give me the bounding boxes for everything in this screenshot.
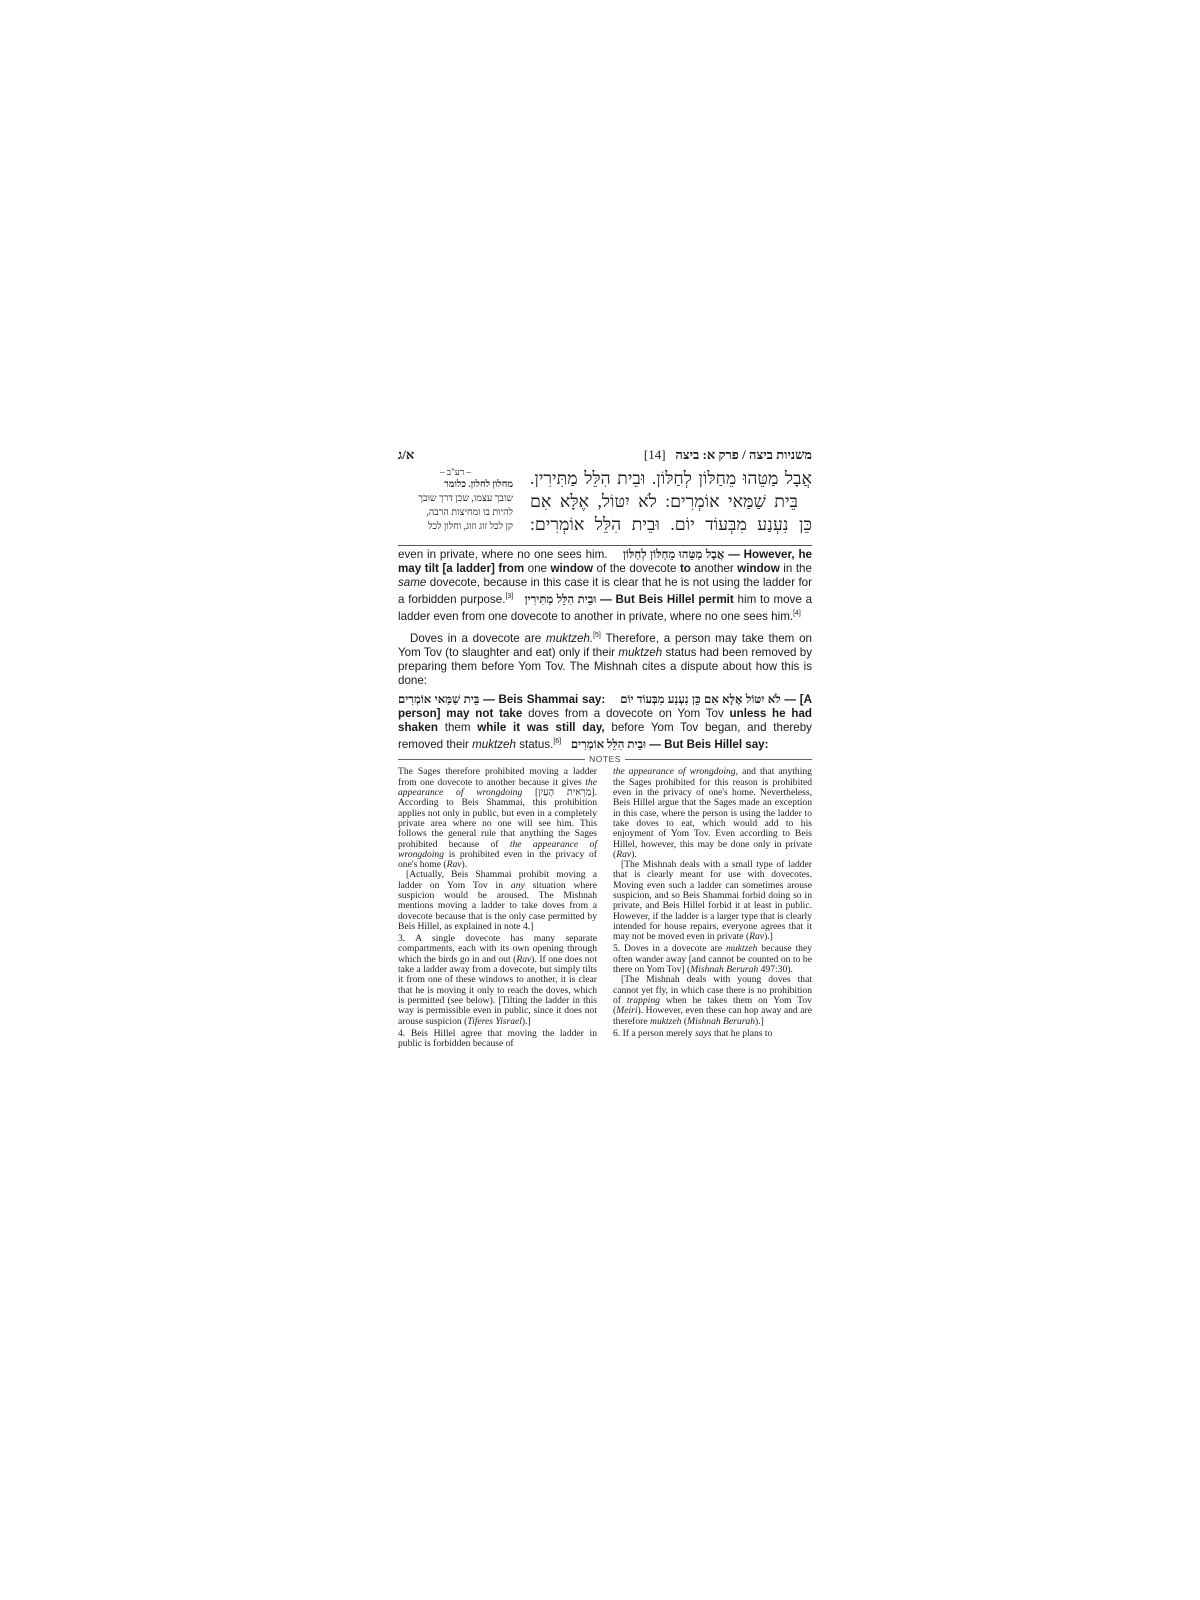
divider-line: [625, 759, 812, 760]
italic-run: muktzeh: [472, 737, 516, 751]
italic-run: Mishnah Berurah: [690, 964, 759, 976]
italic-run: the appearance of wrongdoing: [398, 776, 597, 799]
note-4: [398, 1029, 597, 1050]
text-run: 4. Beis Hillel agree that moving the ladder in public is forbidden because of: [398, 1027, 597, 1050]
text-run: ).: [461, 859, 468, 871]
rav-line: להיות בו ומחיצות הרבה,: [426, 508, 513, 518]
text-run: [The Mishnah deals with a small type of ladder that is clearly meant for use with dovecotes. Moving even such a ladder can sometimes arouse suspicion, and so Beis Shammai forbid doing so in private, and Beis Hillel forbid it at least in public. However, if the ladder is a larger type that is clearly intended for house repairs, everyone agrees that it may not be moved even in private (: [613, 859, 812, 943]
hebrew-phrase: לֹא יִטּוֹל אֶלָּא אִם כֵּן נִעְנַע מִבְּעוֹד יוֹם: [620, 692, 781, 706]
text-run: and that anything the Sages prohibited for this reason is prohibited even in the privacy of one's home. Nevertheless, Beis Hillel argue that the Sages made an exception in this case, where the person is using the ladder to take doves to eat, which would add to his enjoyment of Yom Tov. Even according to Beis Hillel, however, this may be done only in private (: [613, 766, 812, 860]
italic-run: says: [695, 1027, 712, 1039]
mishnah-line: אֲבָל מַטֵּהוּ מֵחַלּוֹן לְחַלּוֹן. וּבֵית הִלֵּל מַתִּירִין.: [530, 468, 812, 488]
text-run: when he takes them on Yom Tov (: [613, 994, 812, 1017]
bold-run: window: [550, 562, 594, 575]
text-run: before Yom Tov began, and thereby removed their: [398, 720, 812, 751]
text-run: [Actually, Beis Shammai prohibit moving a ladder on Yom Tov in: [398, 869, 597, 891]
note-paragraph: [398, 767, 597, 870]
hebrew-phrase: וּבֵית הִלֵּל אוֹמְרִים: [570, 737, 647, 751]
text-run: even in private, where no one sees him.: [398, 548, 608, 561]
hebrew-phrase: אֲבָל מַטֵּהוּ מֵחַלּוֹן לְחַלּוֹן: [623, 548, 725, 561]
text-run: [מַרְאִית הָעַיִן]. According to Beis Shammai, this prohibition applies not only in public, but even in a completely private area where no one will see him. This follows the general rule that anything the Sages prohibited because of: [398, 787, 597, 850]
italic-run: Rav: [616, 848, 632, 860]
text-run: dovecote, because in this case it is clear that he is not using the ladder for a forbidden purpose.: [398, 576, 812, 606]
text-run: situation where suspicion would be aroused. The Mishnah mentions moving a ladder to take doves from a dovecote because that is the only case permitted by Beis Hillel, as explained in note 4.]: [398, 879, 597, 932]
page-title: [644, 447, 812, 463]
page-number: [14]: [643, 447, 666, 462]
text-run: because they often wander away [and cannot be counted on to be there on Yom Tov] (: [613, 943, 813, 976]
note-3: [398, 934, 597, 1027]
text-run: in the: [783, 562, 812, 575]
italic-run: Rav: [516, 953, 532, 965]
rav-line: קן לכל זוג וזוג, וחלון לכל: [427, 522, 513, 532]
footnote-ref[interactable]: [3]: [505, 593, 514, 600]
italic-run: Rav: [446, 859, 462, 871]
note-paragraph: [613, 767, 812, 860]
text-run: Doves in a dovecote are: [410, 631, 542, 645]
hebrew-title: משניות ביצה / פרק א: ביצה: [675, 447, 812, 462]
text-run: 5. Doves in a dovecote are: [613, 943, 723, 955]
italic-run: the appearance of wrongdoing: [398, 838, 597, 860]
bold-run: unless he had shaken: [398, 706, 812, 734]
rav-title: – רע"ב –: [439, 467, 472, 477]
book-page: [398, 447, 812, 1049]
note-paragraph: [613, 975, 812, 1026]
footnote-ref[interactable]: [5]: [593, 631, 601, 639]
italic-run: any: [510, 879, 525, 891]
italic-run: muktzeh: [618, 645, 663, 659]
text-run: ).: [631, 848, 637, 860]
text-run: ).]: [764, 931, 773, 943]
text-run: them: [444, 720, 471, 734]
text-run: of the dovecote: [596, 562, 677, 575]
bold-run: while it was still day,: [477, 720, 605, 734]
bold-run: — However, he may tilt [a ladder] from: [398, 548, 812, 575]
italic-run: Rav: [749, 931, 765, 943]
italic-run: Mishnah Berurah: [687, 1015, 756, 1027]
note-paragraph: [398, 870, 597, 932]
italic-run: the appearance of wrongdoing,: [613, 766, 739, 778]
italic-run: trapping: [626, 994, 660, 1006]
text-run: him to move a ladder even from one dovecote to another in private, where no one sees him.: [398, 592, 813, 623]
hebrew-phrase: בֵּית שַׁמַּאי אוֹמְרִים: [398, 692, 480, 706]
translation-paragraph: [398, 693, 812, 752]
italic-run: Meiri: [616, 1005, 638, 1017]
text-run: ). However, even these can hop away and are therefore: [613, 1005, 812, 1027]
text-run: 3. A single dovecote has many separate compartments, each with its own opening through which the birds go in and out (: [398, 933, 597, 965]
bold-run: — But Beis Hillel say:: [649, 737, 769, 751]
mishnah-section: [398, 467, 812, 539]
italic-run: Tiferes Yisrael: [467, 1015, 522, 1027]
note-5: [613, 944, 812, 975]
note-6: [613, 1029, 812, 1039]
italic-run: muktzeh.: [546, 631, 594, 645]
notes-column-right: [613, 767, 812, 1049]
bold-run: — [A person] may not take: [398, 692, 812, 720]
text-run: [The Mishnah deals with young doves that cannot yet fly, in which case there is no prohibition of: [613, 974, 812, 1006]
text-run: ).]: [755, 1015, 764, 1027]
text-run: ). If one does not take a ladder away from a dovecote, but simply tilts it from one of these windows to another, it is clear that he is moving it only to reach the doves, which is permitted (see below). [Tilting the ladder in this way is permissible even in public, since it does not arouse suspicion (: [398, 953, 597, 1027]
text-run: The Sages therefore prohibited moving a ladder from one dovecote to another because it gives: [398, 766, 597, 788]
notes-divider: [398, 754, 812, 764]
footnote-ref[interactable]: [6]: [553, 737, 562, 745]
text-run: Therefore, a person may take them on Yom Tov (to slaughter and eat) only if their: [398, 631, 813, 659]
text-run: 6. If a person merely: [613, 1027, 693, 1039]
italic-run: muktzeh: [650, 1015, 682, 1027]
mishnah-text: [530, 467, 812, 536]
rav-line: מחלון לחלון. כלומר: [444, 480, 513, 490]
text-run: 497:30).: [760, 964, 793, 976]
divider-line: [398, 759, 585, 760]
mishnah-line: בֵּית שַׁמַּאי אוֹמְרִים: לֹא יִטּוֹל, אֶלָּא אִם: [530, 491, 798, 511]
page-header: [398, 447, 812, 465]
text-run: ).]: [521, 1015, 531, 1027]
text-run: one: [527, 562, 547, 575]
italic-run: muktzeh: [725, 943, 758, 955]
translation-paragraph: [398, 629, 812, 688]
hebrew-phrase: וּבֵית הִלֵּל מַתִּירִין: [524, 592, 597, 606]
bold-run: to: [679, 562, 691, 575]
notes-section: [398, 767, 812, 1049]
notes-column-left: [398, 767, 597, 1049]
rav-line: שובך עצמו, שכן דרך שובך: [418, 494, 513, 504]
italic-run: same: [398, 576, 427, 589]
bold-run: window: [737, 562, 780, 575]
mishnah-line: כֵּן נִעְנַע מִבְּעוֹד יוֹם. וּבֵית הִלֵּל אוֹמְרִים:: [530, 514, 812, 534]
footnote-ref[interactable]: [4]: [793, 609, 801, 617]
divider: [398, 545, 812, 546]
chapter-reference: א/ג: [398, 447, 415, 462]
text-run: status had been removed by preparing them before Yom Tov. The Mishnah cites a dispute about how this is done:: [398, 645, 812, 687]
text-run: (: [683, 1015, 688, 1027]
translation-paragraph: [398, 548, 812, 624]
text-run: another: [694, 562, 734, 575]
note-paragraph: [613, 860, 812, 942]
notes-label: NOTES: [589, 754, 621, 765]
rav-commentary: [398, 467, 513, 534]
text-run: doves from a dovecote on Yom Tov: [528, 706, 724, 720]
text-run: status.: [519, 737, 554, 751]
text-run: is prohibited even in the privacy of one's home (: [398, 848, 597, 871]
text-run: that he plans to: [714, 1027, 773, 1039]
bold-run: — Beis Shammai say:: [483, 692, 606, 706]
bold-run: — But Beis Hillel permit: [600, 592, 734, 606]
